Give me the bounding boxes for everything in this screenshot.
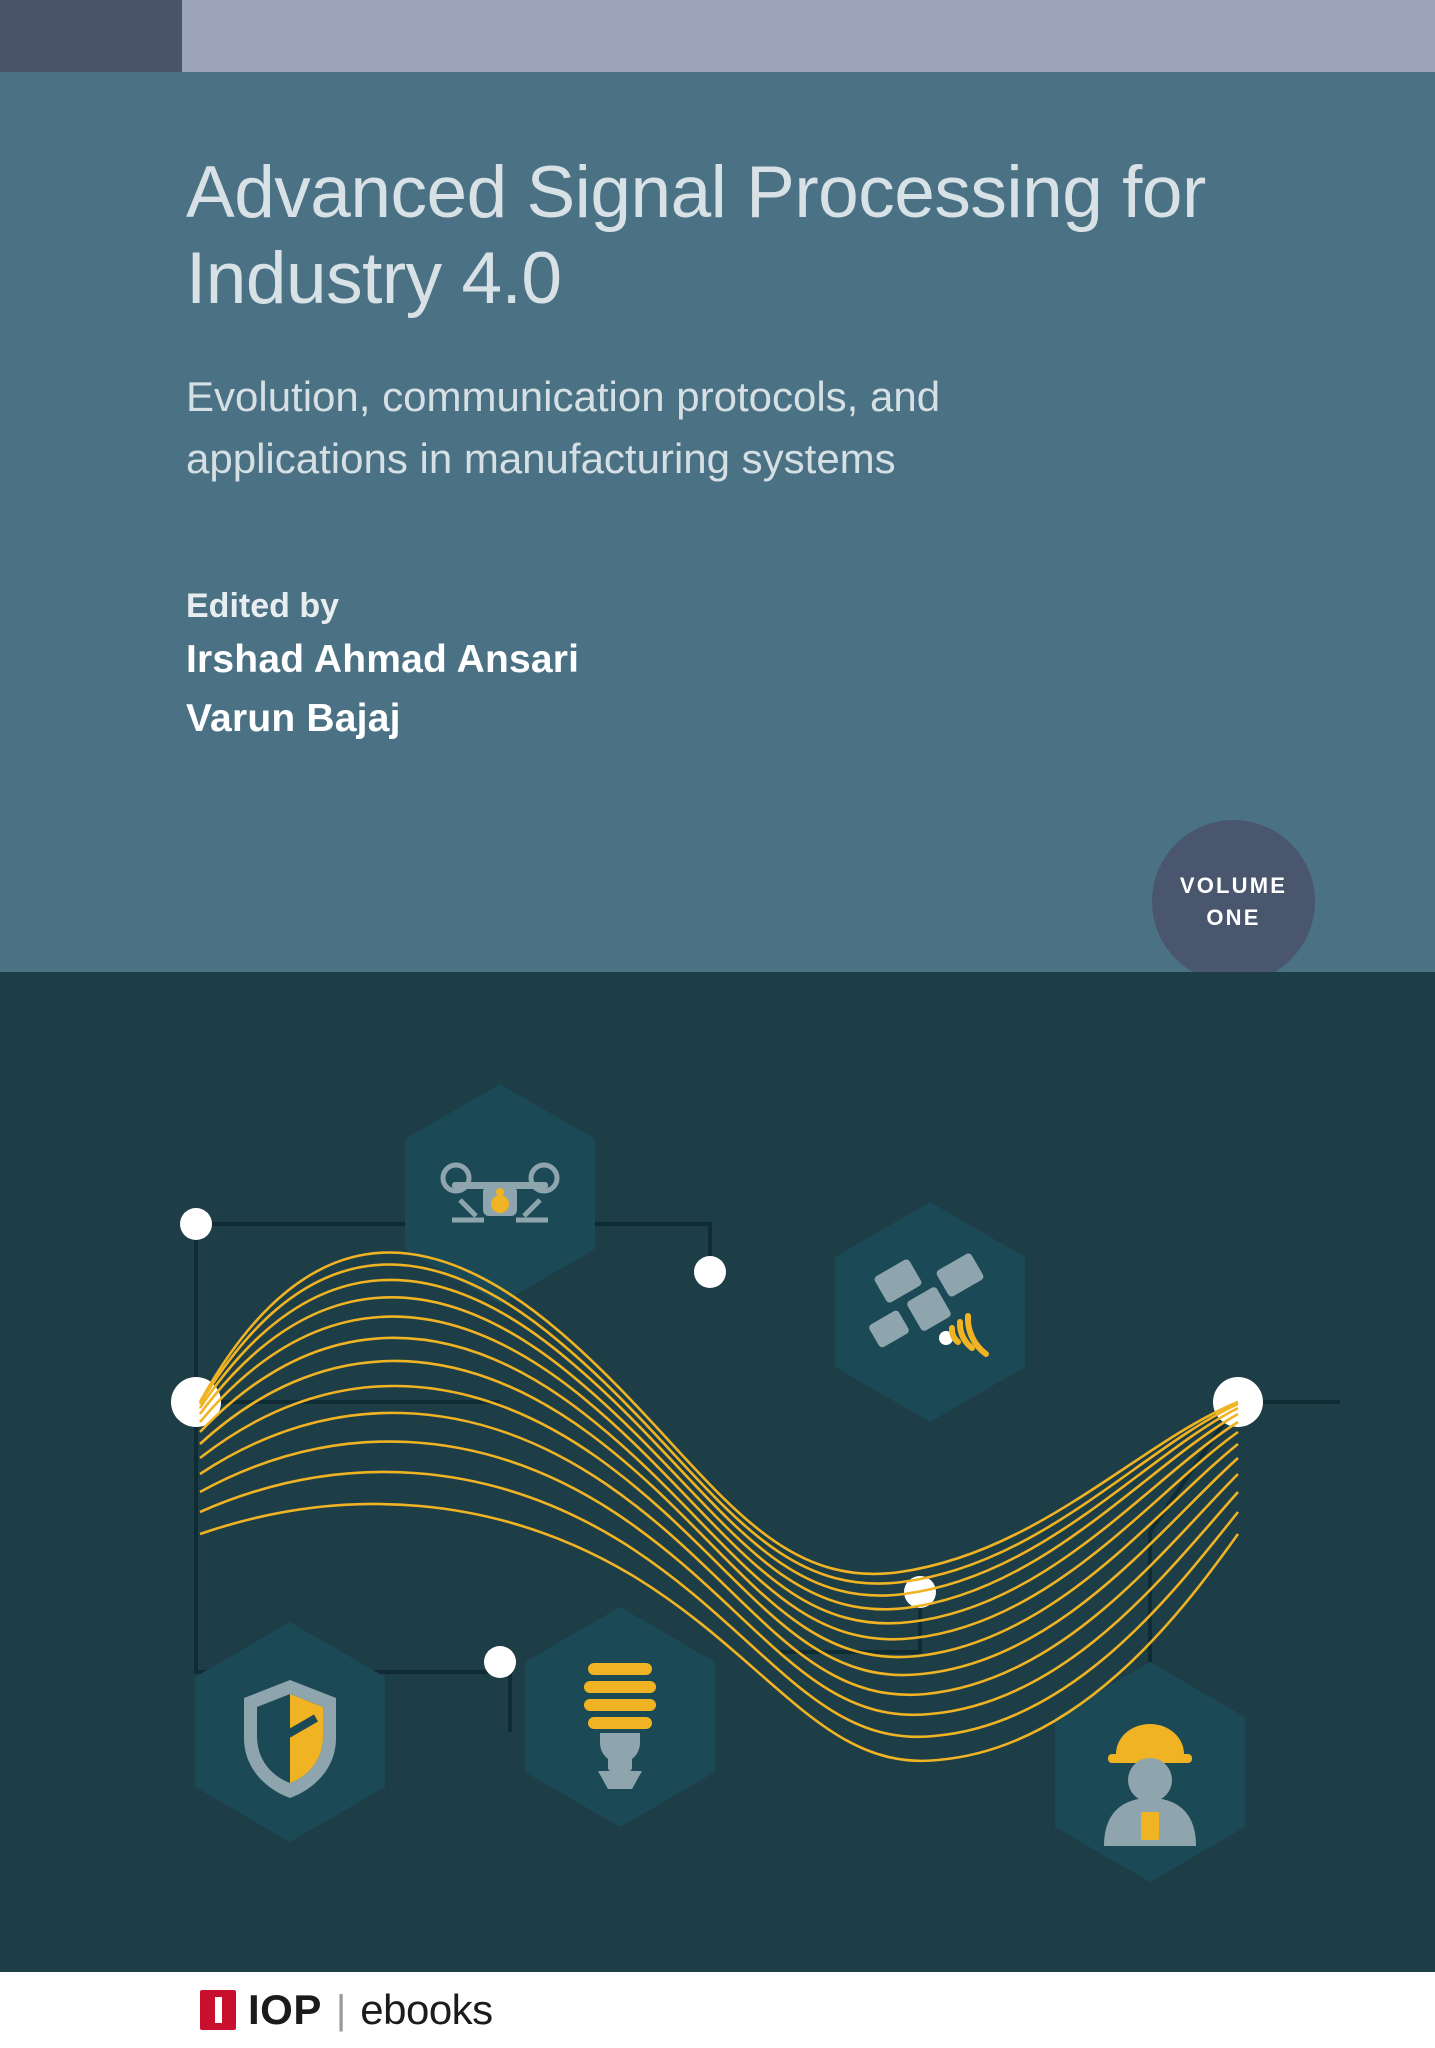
page-subtitle: Evolution, communication protocols, and applications in manufacturing systems <box>186 373 941 483</box>
hexagon-satellite <box>835 1202 1025 1422</box>
editor-name-2: Varun Bajaj <box>186 697 401 741</box>
editor-name-1: Irshad Ahmad Ansari <box>186 637 580 681</box>
title-panel <box>0 72 1435 972</box>
top-strip-accent-block <box>0 0 182 72</box>
imprint-name: ebooks <box>360 1986 493 2033</box>
publisher-name: IOP <box>248 1986 322 2033</box>
network-nodes <box>171 1208 1263 1678</box>
volume-badge <box>1152 820 1315 983</box>
iop-logo-icon <box>200 1990 236 2030</box>
page-title: Advanced Signal Processing for Industry 4.0 <box>186 152 1206 320</box>
edited-by-label: Edited by <box>186 586 340 625</box>
hexagon-worker <box>1055 1662 1245 1882</box>
lightbulb-icon <box>590 1669 650 1789</box>
publisher-logo <box>200 1972 493 2048</box>
volume-badge-line2: ONE <box>1206 904 1261 930</box>
top-strip <box>0 0 1435 72</box>
cover-artwork <box>0 972 1435 1972</box>
hexagon-shield <box>195 1622 385 1842</box>
hexagon-lightbulb <box>525 1607 715 1827</box>
network-illustration <box>0 972 1435 1972</box>
volume-badge-line1: VOLUME <box>1179 872 1288 898</box>
logo-divider: | <box>335 1987 347 2032</box>
title-block <box>186 150 1336 745</box>
